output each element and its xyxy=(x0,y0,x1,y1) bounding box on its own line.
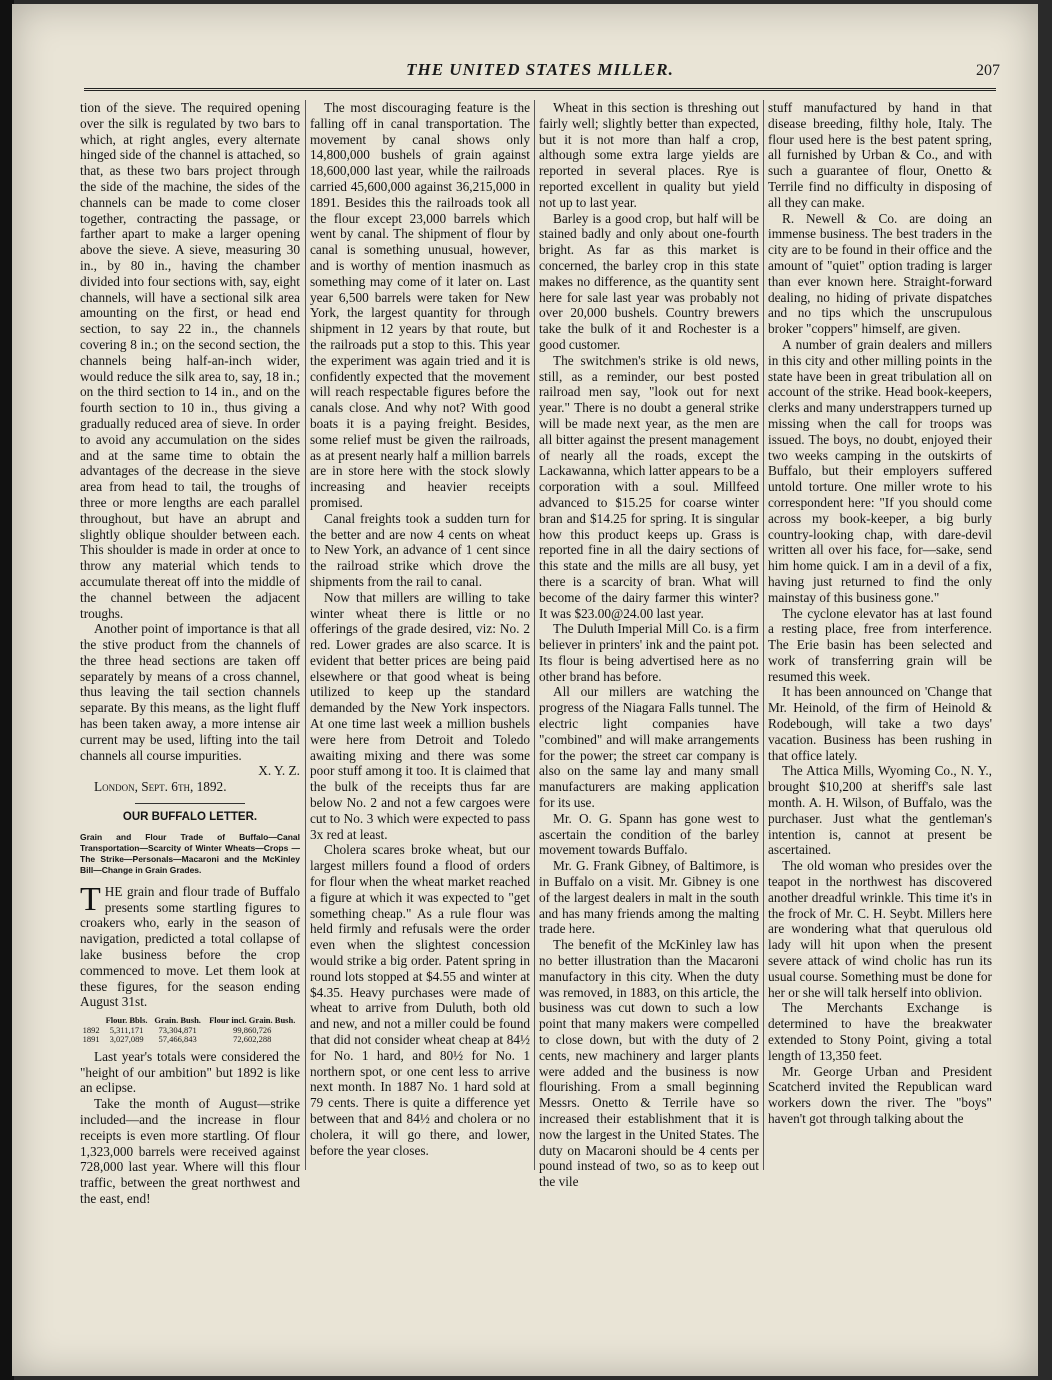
column-rule xyxy=(534,100,535,1170)
paragraph: The switchmen's strike is old news, still, as a reminder, our best posted railroad men say, "look out for next year." There is no doubt a general strike will be made next year, as the men are all bitter against the present management of nearly all the roads, except the Lackawanna, which latter appears to be a corporation with a soul. Millfeed advanced to $15.25 for coarse winter bran and $14.25 for spring. It is singular how this product keeps up. Grass is reported fine in all the dairy sections of this state and the mills are all busy, yet there is a scarcity of bran. What will become of the dairy farmer this winter? It was $23.00@24.00 last year. xyxy=(539,352,759,621)
paragraph: Last year's totals were considered the "height of our ambition" but 1892 is like an eclipse. xyxy=(80,1048,300,1096)
section-rule xyxy=(135,803,245,804)
paragraph: R. Newell & Co. are doing an immense business. The best traders in the city are to be found in their office and the amount of "quiet" option trading is larger than ever known here. Straight-forward dealing, no hiding of private dispatches and no tips which the unscrupulous broker "coppers" himself, are given. xyxy=(768,210,992,337)
paragraph: The old woman who presides over the teapot in the northwest has discovered another dreadful wrinkle. This time it's in the frock of Mr. C. H. Seybt. Millers here are wondering what that querulous old lady will hit upon when the present severe attack of wind cholic has run its usual course. Something must be done for her or she will talk herself into oblivion. xyxy=(768,858,992,1000)
header-rule xyxy=(84,88,996,91)
section-title: OUR BUFFALO LETTER. xyxy=(122,811,258,824)
page-number: 207 xyxy=(976,62,1000,79)
table-row xyxy=(80,1035,300,1045)
table-cell: 73,304,871 xyxy=(158,1024,197,1035)
table-cell: 57,466,843 xyxy=(158,1034,197,1045)
drop-cap: T xyxy=(80,880,101,918)
paragraph: Now that millers are willing to take winter wheat there is little or no offerings of the grade desired, viz: No. 2 red. Lower grades are also scarce. It is evident that better prices are being paid elsewhere or that good wheat is being utilized to keep up the standard demanded by the New York inspectors. At one time last week a million bushels were here from Detroit and Toledo awaiting mixing and there was some poor stuff among it too. It is claimed that the bulk of the receipts thus far are below No. 2 and not a few cargoes were cut to No. 3 which were expected to pass 3x red at least. xyxy=(310,589,530,842)
paragraph: Another point of importance is that all the stive product from the channels of the three head sections are taken off separately by means of a cross channel, thus leaving the tail section channels separate. By this means, as the light fluff has been taken away, a more intense air current may be used, lifting into the tail channels all course impurities. xyxy=(80,621,300,763)
paragraph: The most discouraging feature is the falling off in canal transportation. The movement by canal shows only 14,800,000 bushels of grain against 18,600,000 last year, while the railroads carried 45,600,000 against 36,215,000 in 1891. Besides this the railroads took all the flour except 23,000 barrels which went by canal. The shipment of flour by canal is something unusual, however, and is worthy of mention inasmuch as something may come of it later on. Last year 6,500 barrels were taken for New York, the largest quantity for through shipment in 12 years by that route, but the railroads put a stop to this. This year the experiment was again tried and it is confidently expected that the movement will reach respectable figures before the canals close. And why not? With good boats it is a paying freight. Besides, some relief must be given the railroads, as at present nearly half a million barrels are in store here with the stock slowly increasing and heavier receipts promised. xyxy=(310,100,530,510)
paragraph: Mr. O. G. Spann has gone west to ascertain the condition of the barley movement towards Buffalo. xyxy=(539,810,759,858)
paragraph: The Merchants Exchange is determined to have the breakwater extended to Stony Point, giving a total length of 13,350 feet. xyxy=(768,1000,992,1063)
column-3 xyxy=(539,100,759,1190)
column-4 xyxy=(768,100,992,1170)
column-2 xyxy=(310,100,530,1170)
lead-text: HE grain and flour trade of Buffalo presents some startling figures to croakers who, early in the season of navigation, predicted a total collapse of lake business before the crop commenced to move. Let them look at these figures, for the season ending August 31st. xyxy=(80,883,300,1010)
column-rule xyxy=(763,100,764,1170)
signature: X. Y. Z. xyxy=(258,763,300,779)
table-header: Flour. Bbls. xyxy=(105,1015,148,1026)
table-header: Flour incl. Grain. Bush. xyxy=(209,1015,296,1026)
paragraph: It has been announced on 'Change that Mr. Heinold, of the firm of Heinold & Rodebough, will take a two days' vacation. Business has been rushing in that office lately. xyxy=(768,684,992,763)
section-subhead: Grain and Flour Trade of Buffalo—Canal Transportation—Scarcity of Winter Wheats—Crops —The Strike—Personals—Macaroni and the McKinley Bill—Change in Grain Grades. xyxy=(80,831,300,875)
table-cell: 1892 xyxy=(82,1024,100,1035)
paragraph: Mr. G. Frank Gibney, of Baltimore, is in Buffalo on a visit. Mr. Gibney is one of the largest dealers in malt in the south and has many friends among the malting trade here. xyxy=(539,858,759,937)
paragraph: Mr. George Urban and President Scatcherd invited the Republican ward workers down the river. The "boys" haven't got through talking about the xyxy=(768,1063,992,1126)
lead-paragraph xyxy=(80,880,300,1010)
paragraph: Canal freights took a sudden turn for the better and are now 4 cents on wheat to New York, an advance of 1 cent since the railroad strike which drove the shipments from the rail to canal. xyxy=(310,510,530,589)
table-cell: 1891 xyxy=(82,1034,100,1045)
paragraph: The benefit of the McKinley law has no better illustration than the Macaroni manufactory in this city. When the duty was removed, in 1883, on this article, the business was cut down to such a low point that many makers were compelled to close down, but with the duty of 2 cents, new machinery and larger plants were added and the business is now flourishing. From a small beginning Messrs. Onetto & Terrile have so increased their establishment that it is now the largest in the United States. The duty on Macaroni should be 4 cents per pound instead of two, so as to keep out the vile xyxy=(539,937,759,1190)
paragraph: Take the month of August—strike included—and the increase in flour receipts is even more startling. Of flour 1,323,000 barrels were received against 728,000 last year. Where will this flour traffic, between the great northwest and the east, end! xyxy=(80,1096,300,1206)
table-cell: 99,860,726 xyxy=(233,1024,272,1035)
paragraph: tion of the sieve. The required opening over the silk is regulated by two bars to which, at right angles, every alternate hinged side of the channel is attached, so that, as these two bars project through the side of the machine, the sides of the channels can be made to come closer together, contracting the passage, or farther apart to make a larger opening above the sieve. A sieve, measuring 30 in., by 80 in., having the chamber divided into four sections with, say, eight channels, will have a sectional silk area amounting on the first, or head end section, to say 22 in., the channels covering 8 in.; on the second section, the channels being half-an-inch wider, would reduce the silk area to, say, 18 in.; on the third section to 14 in., and on the fourth section to 10 in., thus giving a gradually reduced area of sieve. In order to avoid any accumulation on the sides and at the same time to obtain the advantages of the decrease in the sieve area from head to tail, the troughs of three or more lengths are each parallel throughout, but have an abrupt and slightly oblique shoulder between each. This shoulder is made in order at once to throw any material which tends to accumulate thereat off into the middle of the channel between the adjacent troughs. xyxy=(80,100,300,621)
page-header xyxy=(80,58,1000,88)
paragraph: Wheat in this section is threshing out fairly well; slightly better than expected, but it is not more than half a crop, although some extra large yields are reported in several places. Rye is reported excellent in quality but yield not up to last year. xyxy=(539,100,759,210)
dateline: London, Sept. 6th, 1892. xyxy=(94,779,227,795)
running-title: THE UNITED STATES MILLER. xyxy=(406,60,674,79)
receipts-table xyxy=(80,1016,300,1045)
table-cell: 5,311,171 xyxy=(109,1024,144,1035)
paragraph: A number of grain dealers and millers in this city and other milling points in the state have been in great tribulation all on account of the strike. Head book-keepers, clerks and many understrappers turned up missing when the call for troops was issued. The boys, no doubt, enjoyed their two weeks camping in the outskirts of Buffalo, but their employers suffered untold torture. One miller wrote to his correspondent here: "If you should come across my book-keeper, a big burly country-looking chap, with dare-devil written all over his face, for—sake, send him home quick. I am in a devil of a fix, having just returned to find the only mainstay of this business gone." xyxy=(768,336,992,605)
paragraph: Cholera scares broke wheat, but our largest millers found a flood of orders for flour when the wheat market reached a figure at which it was expected to "get something cheap." As a rule flour was held firmly and refusals were the order even when the slightest concession would strike a big order. Patent spring in round lots stopped at $4.55 and winter at $4.35. Heavy purchases were made of wheat to arrive from Duluth, both old and new, and not a miller could be found that did not consider wheat cheap at 84½ for No. 1 hard, and 80½ for No. 1 northern spot, or one cent less to arrive next month. In 1887 No. 1 hard sold at 79 cents. There is quite a difference yet between that and 84½ and cholera or no cholera, it will go there, and lower, before the year closes. xyxy=(310,842,530,1158)
table-cell: 3,027,089 xyxy=(109,1034,144,1045)
paragraph: The cyclone elevator has at last found a resting place, free from interference. The Erie basin has been selected and work of transferring grain will be resumed this week. xyxy=(768,605,992,684)
table-header: Grain. Bush. xyxy=(154,1015,201,1026)
paragraph: All our millers are watching the progress of the Niagara Falls tunnel. The electric light companies have "combined" and will make arrangements for the power; the street car company is also on the same lay and many small manufacturers are making application for its use. xyxy=(539,684,759,811)
paragraph: The Duluth Imperial Mill Co. is a firm believer in printers' ink and the paint pot. Its flour is being advertised here as no other brand has before. xyxy=(539,621,759,684)
column-1 xyxy=(80,100,300,1206)
paragraph: The Attica Mills, Wyoming Co., N. Y., brought $10,200 at sheriff's sale last month. A. H. Wilson, of Buffalo, was the purchaser. Just what the gentleman's intention is, cannot at present be ascertained. xyxy=(768,763,992,858)
paragraph: Barley is a good crop, but half will be stained badly and only about one-fourth bright. As far as this market is concerned, the barley crop in this state makes no difference, as the quantity sent here for sale last year was probably not over 20,000 bushels. Country brewers take the bulk of it and Rochester is a good customer. xyxy=(539,210,759,352)
column-rule xyxy=(305,100,306,1170)
table-cell: 72,602,288 xyxy=(233,1034,272,1045)
paragraph: stuff manufactured by hand in that disease breeding, filthy hole, Italy. The flour used here is the best patent spring, all furnished by Urban & Co., and with such a guarantee of flour, Onetto & Terrile find no difficulty in disposing of all they can make. xyxy=(768,100,992,210)
